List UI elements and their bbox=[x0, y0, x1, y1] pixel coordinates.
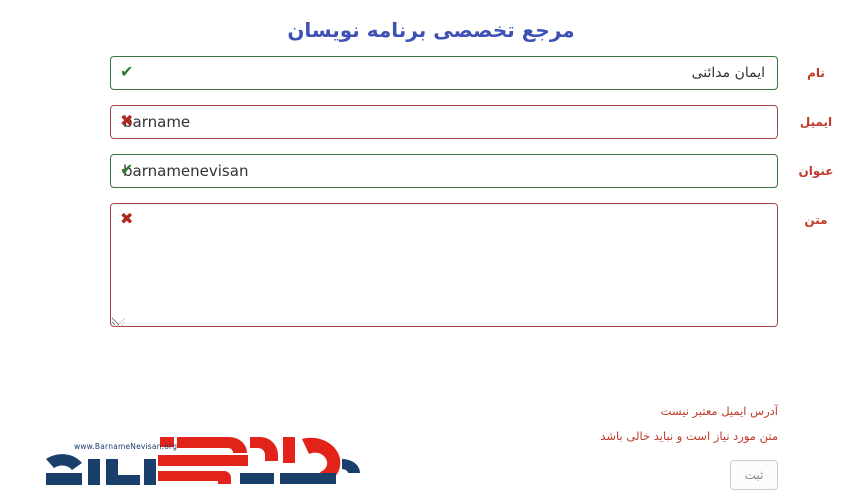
form-row-body bbox=[0, 201, 862, 331]
label-name: نام bbox=[807, 66, 825, 80]
title-input[interactable] bbox=[110, 154, 778, 188]
field-wrap-body bbox=[110, 203, 778, 331]
resize-handle-icon[interactable] bbox=[116, 318, 125, 327]
submit-wrap bbox=[730, 460, 778, 490]
label-email: ایمیل bbox=[799, 115, 833, 129]
error-body: متن مورد نیاز است و نباید خالی باشد bbox=[600, 429, 778, 443]
field-wrap-title bbox=[110, 154, 778, 188]
form-row-title bbox=[0, 152, 862, 200]
body-textarea[interactable] bbox=[110, 203, 778, 327]
label-title: عنوان bbox=[798, 164, 834, 178]
logo-url-text: www.BarnameNevisan.org bbox=[74, 442, 178, 451]
field-wrap-email bbox=[110, 105, 778, 139]
check-icon: ✔ bbox=[120, 62, 134, 81]
name-input[interactable] bbox=[110, 56, 778, 90]
page-title: مرجع تخصصی برنامه نویسان bbox=[287, 18, 575, 42]
form-row-email bbox=[0, 103, 862, 151]
form-row-name bbox=[0, 54, 862, 102]
check-icon: ✔ bbox=[120, 160, 134, 179]
cross-icon: ✖ bbox=[120, 111, 134, 130]
email-input[interactable] bbox=[110, 105, 778, 139]
label-body: متن bbox=[804, 213, 828, 227]
cross-icon: ✖ bbox=[120, 209, 134, 228]
field-wrap-name bbox=[110, 56, 778, 90]
error-email: آدرس ایمیل معتبر نیست bbox=[660, 404, 778, 418]
submit-button[interactable]: ثبت bbox=[730, 460, 778, 490]
